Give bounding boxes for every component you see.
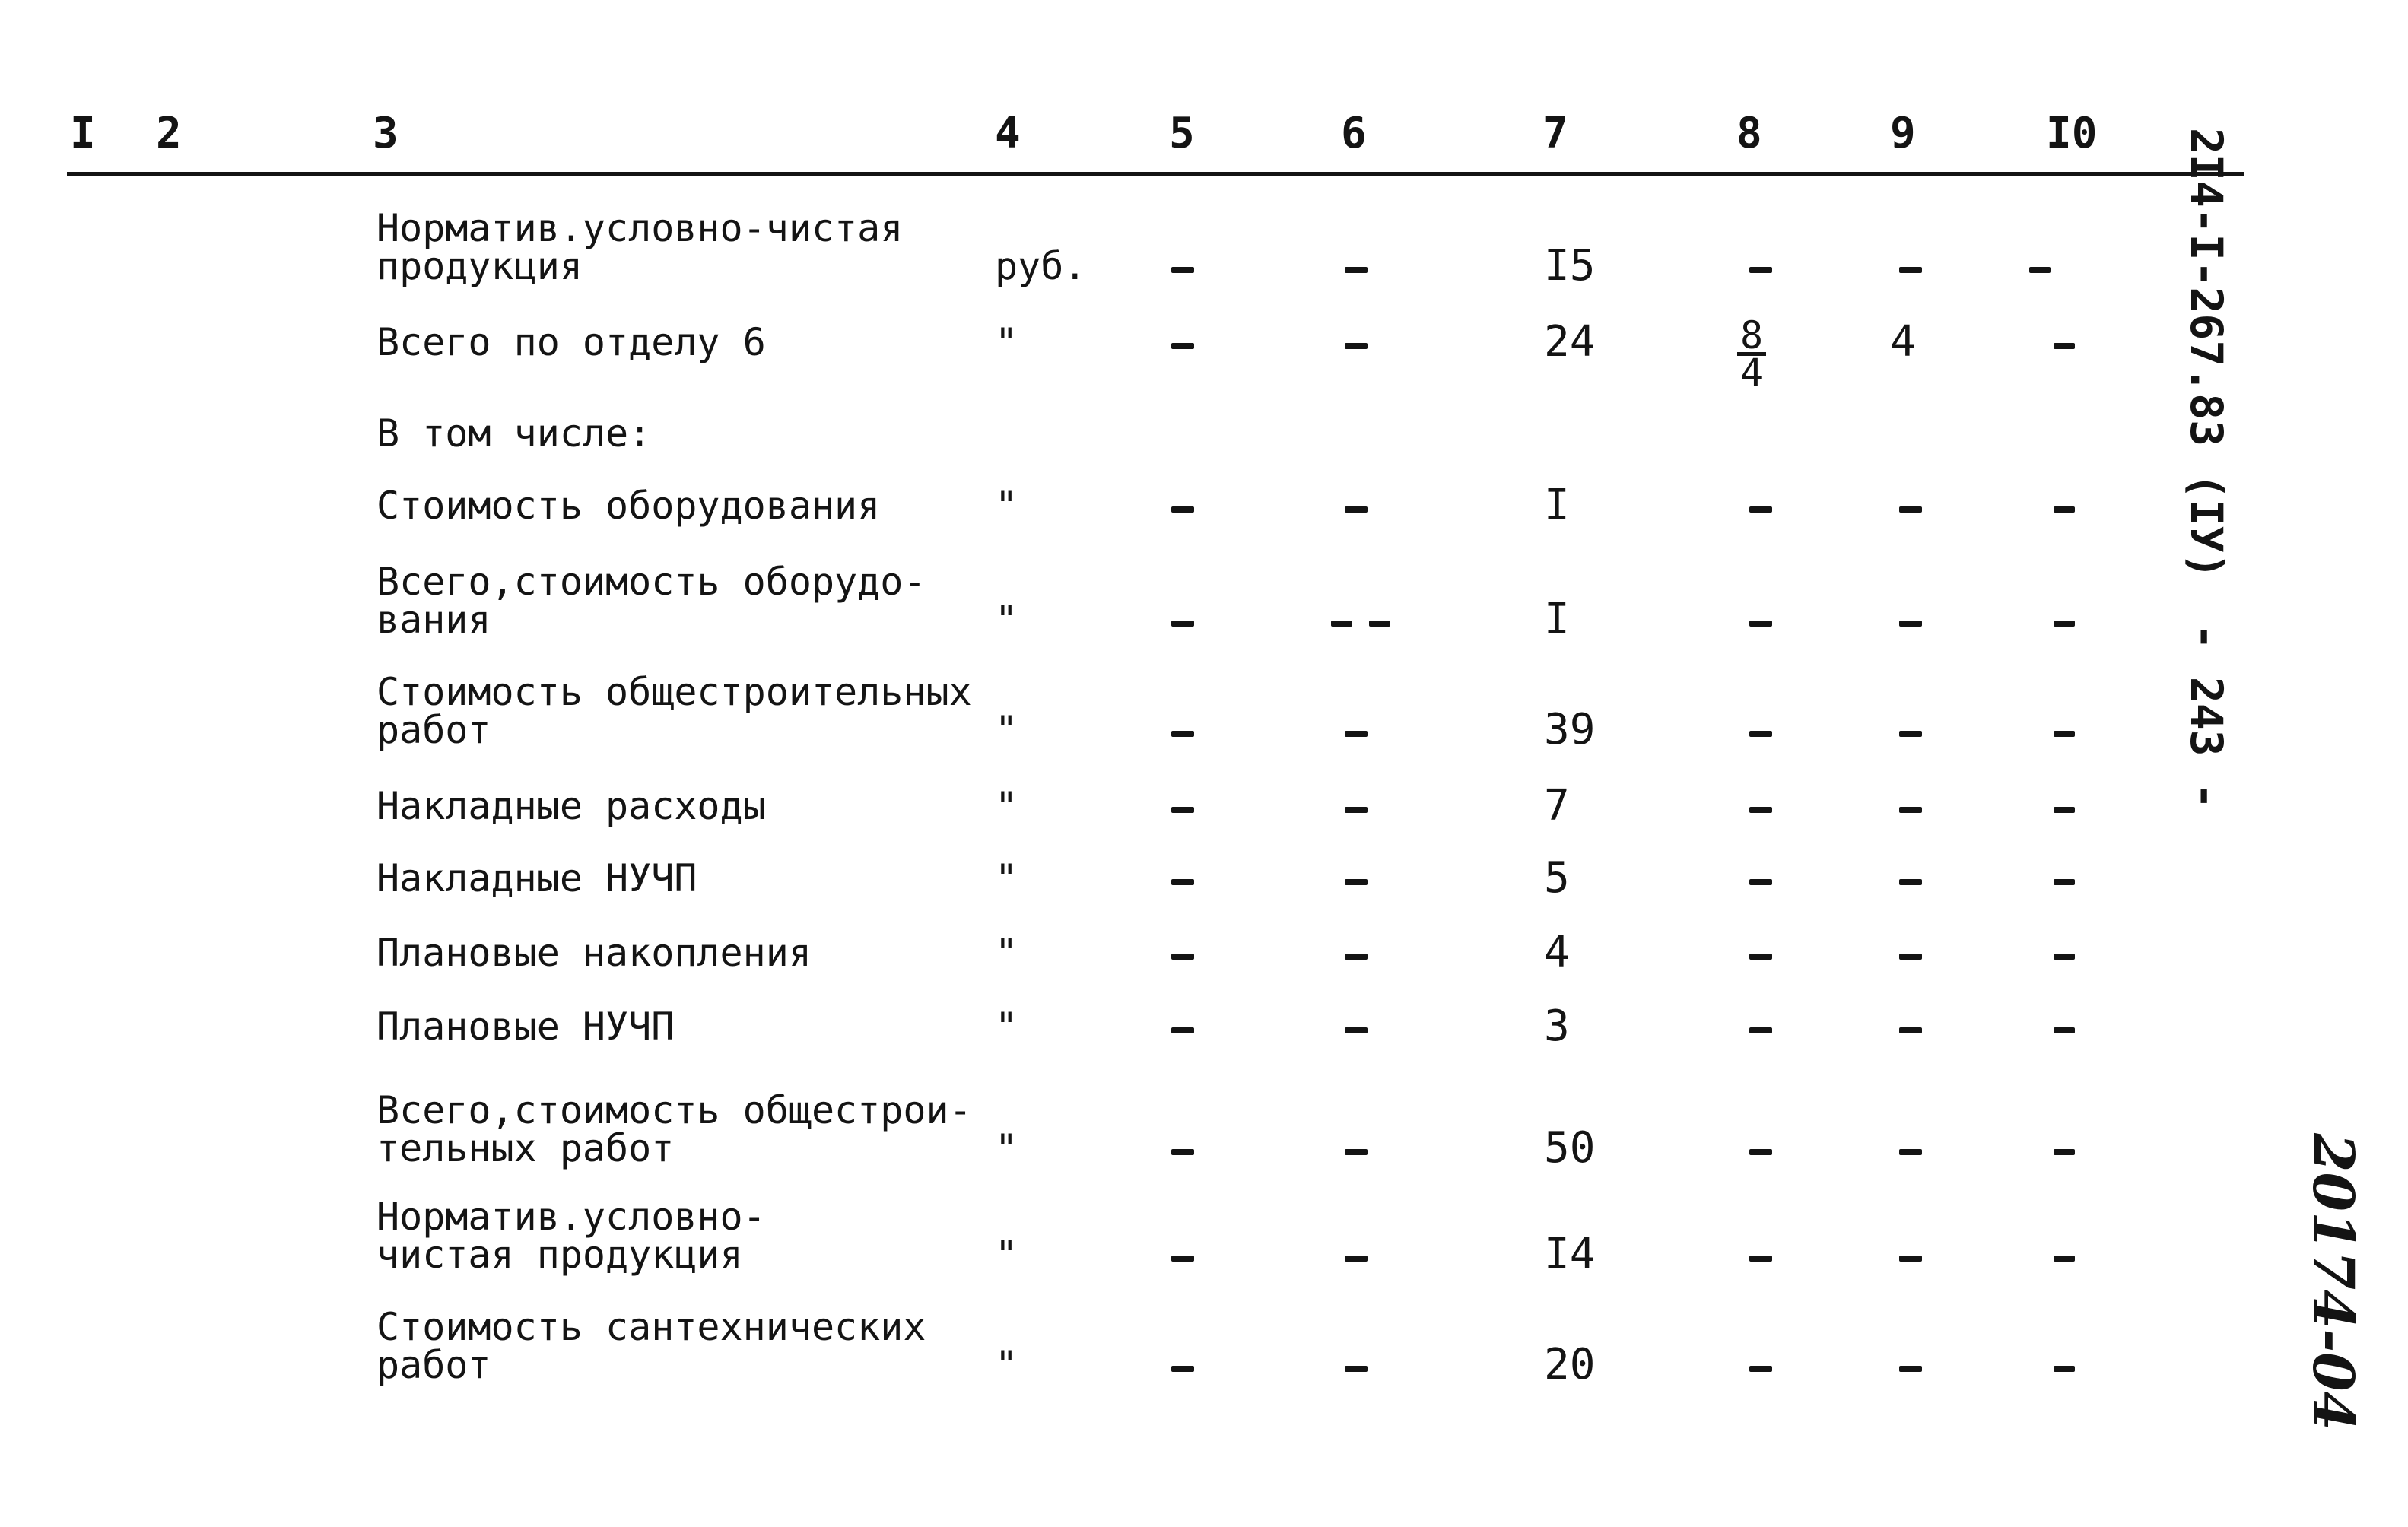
row-label: Всего,стоимость общестрои- тельных работ: [376, 1088, 972, 1170]
col9-dash: [1899, 954, 1922, 960]
col-header-5: 5: [1169, 109, 1195, 158]
col5-dash: [1171, 1027, 1194, 1033]
row-unit: руб.: [995, 244, 1087, 288]
row-label: Плановые НУЧП: [376, 1005, 675, 1049]
row-label: Стоимость общестроительных работ: [376, 670, 972, 752]
row-unit: ": [995, 484, 1018, 528]
page-number: - 243 -: [2181, 624, 2232, 810]
col5-dash: [1171, 343, 1194, 349]
col6-dash: [1345, 807, 1368, 813]
row-unit: ": [995, 784, 1018, 828]
row-label: Норматив.условно-чистая продукция: [376, 206, 904, 288]
col7-value: 24: [1544, 317, 1596, 367]
col7-value: 20: [1544, 1340, 1596, 1389]
row-label: Стоимость сантехнических работ: [376, 1305, 926, 1387]
col7-value: 5: [1544, 853, 1570, 903]
row-unit: ": [995, 1233, 1018, 1277]
col-header-10: I0: [2046, 109, 2098, 158]
col10-dash: [2029, 267, 2051, 273]
col7-value: I: [1544, 595, 1570, 644]
col9-dash: [1899, 506, 1922, 513]
col10-dash: [2054, 1149, 2075, 1155]
col7-value: 7: [1544, 781, 1570, 830]
row-unit: ": [995, 598, 1018, 642]
row-label: Накладные расходы: [376, 784, 766, 828]
col6-dash: [1345, 343, 1368, 349]
col9-dash: [1899, 267, 1922, 273]
col8-dash: [1749, 267, 1772, 273]
row-label: Всего по отделу 6: [376, 320, 766, 364]
col9-dash: [1899, 879, 1922, 885]
col5-dash: [1171, 879, 1194, 885]
row-unit: ": [995, 1005, 1018, 1049]
col8-dash: [1749, 879, 1772, 885]
col8-dash: [1749, 731, 1772, 737]
col7-value: 50: [1544, 1123, 1596, 1173]
col9-dash: [1899, 1256, 1922, 1262]
col6-dash: [1345, 1027, 1368, 1033]
col-header-8: 8: [1736, 109, 1762, 158]
col8-dash: [1749, 621, 1772, 627]
row-unit: ": [995, 856, 1018, 900]
col6-dash: [1345, 879, 1368, 885]
col8-dash: [1749, 1366, 1772, 1372]
col6-dash: [1345, 267, 1368, 273]
col5-dash: [1171, 731, 1194, 737]
col7-value: 39: [1544, 705, 1596, 754]
col5-dash: [1171, 807, 1194, 813]
col-header-7: 7: [1542, 109, 1568, 158]
col8-dash: [1749, 1256, 1772, 1262]
col6-dash: [1345, 1366, 1368, 1372]
handwritten-stamp: 20174-04: [2300, 1133, 2365, 1431]
fraction-denominator: 4: [1740, 351, 1764, 395]
col8-dash: [1749, 807, 1772, 813]
col10-dash: [2054, 1256, 2075, 1262]
col10-dash: [2054, 621, 2075, 627]
col-header-3: 3: [373, 109, 399, 158]
col-header-1: I: [70, 109, 96, 158]
col6-dash: [1345, 506, 1368, 513]
row-unit: ": [995, 1343, 1018, 1387]
col8-dash: [1749, 1149, 1772, 1155]
col10-dash: [2054, 1366, 2075, 1372]
col5-dash: [1171, 1149, 1194, 1155]
row-label: Плановые накопления: [376, 931, 812, 975]
col5-dash: [1171, 954, 1194, 960]
col-header-2: 2: [156, 109, 182, 158]
col5-dash: [1171, 506, 1194, 513]
row-label: Норматив.условно- чистая продукция: [376, 1195, 766, 1277]
col10-dash: [2054, 506, 2075, 513]
col9-dash: [1899, 1027, 1922, 1033]
col6-dash: [1331, 621, 1352, 627]
col5-dash: [1171, 621, 1194, 627]
col9-dash: [1899, 731, 1922, 737]
col10-dash: [2054, 1027, 2075, 1033]
col7-value: 4: [1544, 928, 1570, 977]
col-header-4: 4: [995, 109, 1021, 158]
col10-dash: [2054, 731, 2075, 737]
row-unit: ": [995, 931, 1018, 975]
col5-dash: [1171, 1256, 1194, 1262]
row-unit: ": [995, 320, 1018, 364]
col-header-6: 6: [1341, 109, 1367, 158]
col9-dash: [1899, 621, 1922, 627]
col5-dash: [1171, 1366, 1194, 1372]
col10-dash: [2054, 954, 2075, 960]
col-header-9: 9: [1890, 109, 1916, 158]
row-label: Всего,стоимость оборудо- вания: [376, 560, 926, 642]
col7-value: 3: [1544, 1002, 1570, 1051]
row-unit: ": [995, 1126, 1018, 1170]
row-label: Накладные НУЧП: [376, 856, 697, 900]
col7-value: I: [1544, 481, 1570, 530]
col8-dash: [1749, 1027, 1772, 1033]
header-rule: [67, 172, 2244, 176]
col6-dash: [1345, 1256, 1368, 1262]
col6-dash: [1345, 954, 1368, 960]
col9-dash: [1899, 1366, 1922, 1372]
col8-fraction: [1737, 313, 1766, 395]
col6-dash: [1369, 621, 1390, 627]
col9-dash: [1899, 807, 1922, 813]
col9-dash: [1899, 1149, 1922, 1155]
row-label: В том числе:: [376, 411, 652, 456]
col7-value: I4: [1544, 1230, 1596, 1279]
fraction-numerator: 8: [1737, 319, 1766, 356]
col10-dash: [2054, 879, 2075, 885]
document-code: 2I4-I-267.83 (IУ): [2181, 128, 2232, 579]
col7-value: I5: [1544, 241, 1596, 290]
col10-dash: [2054, 343, 2075, 349]
col6-dash: [1345, 731, 1368, 737]
row-unit: ": [995, 708, 1018, 752]
col8-dash: [1749, 506, 1772, 513]
col10-dash: [2054, 807, 2075, 813]
col6-dash: [1345, 1149, 1368, 1155]
col5-dash: [1171, 267, 1194, 273]
col9-value: 4: [1890, 317, 1916, 367]
col8-dash: [1749, 954, 1772, 960]
row-label: Стоимость оборудования: [376, 484, 881, 528]
